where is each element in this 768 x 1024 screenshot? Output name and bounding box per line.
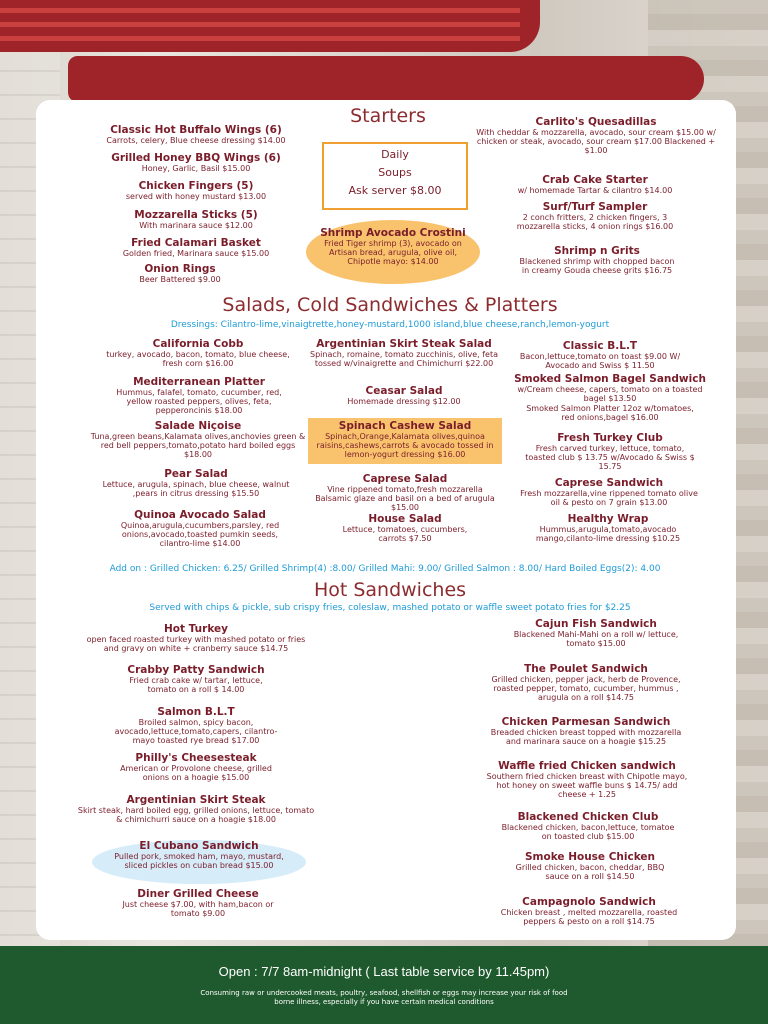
item-desc: American or Provolone cheese, grilled onions on a hoagie $15.00 [120,764,272,783]
food-safety-warning: Consuming raw or undercooked meats, poultry, seafood, shellfish or eggs may increase your risk of food borne illness, especially if you have certain medical conditions [200,989,568,1007]
menu-item [516,477,702,507]
item-name: Crabby Patty Sandwich [127,664,265,676]
salads-title: Salads, Cold Sandwiches & Platters [222,294,558,316]
item-desc: Fresh carved turkey, lettuce, tomato, toasted club $ 13.75 w/Avocado & Swiss $ 15.75 [525,444,695,472]
menu-item [520,432,700,472]
item-desc: Vine rippened tomato,fresh mozzarella Balsamic glaze and basil on a bed of arugula $15.00 [315,485,495,513]
item-desc: Hummus, falafel, tomato, cucumber, red, yellow roasted peppers, olives, feta, pepperoncinis $18.00 [116,388,282,416]
menu-item [90,180,302,201]
daily-label: Daily [381,148,409,161]
item-name: Quinoa Avocado Salad [134,509,266,521]
item-desc: Pulled pork, smoked ham, mayo, mustard, sliced pickles on cuban bread $15.00 [114,852,284,871]
ask-server-price: Ask server $8.00 [348,184,442,197]
item-name: The Poulet Sandwich [524,663,648,675]
menu-item [510,340,690,370]
item-name: Blackened Chicken Club [517,811,659,823]
item-desc: Tuna,green beans,Kalamata olives,anchovies green & red bell peppers,tomato,potato hard boiled eggs $18.00 [90,432,306,460]
item-name: Salmon B.L.T [157,706,235,718]
menu-item [110,509,290,549]
menu-item [496,896,682,926]
item-desc: Fresh mozzarella,vine rippened tomato olive oil & pesto on 7 grain $13.00 [520,489,698,508]
menu-item [505,201,685,231]
item-name: Campagnolo Sandwich [522,896,656,908]
item-desc: Skirt steak, hard boiled egg, grilled onions, lettuce, tomato & chimichurri sauce on a hoagie $18.00 [77,806,315,825]
menu-item [100,338,296,368]
item-desc: Quinoa,arugula,cucumbers,parsley, red onions,avocado,toasted pumkin seeds, cilantro-lime $14.00 [120,521,280,549]
item-name: Chicken Fingers (5) [138,180,254,192]
item-name: Surf/Turf Sampler [542,201,648,213]
item-desc: Golden fried, Marinara sauce $15.00 [122,249,270,259]
menu-item [520,513,696,543]
item-desc: Broiled salmon, spicy bacon, avocado,lettuce,tomato,capers, cilantro-mayo toasted rye bread $17.00 [114,718,278,746]
item-name: Argentinian Skirt Steak [126,794,266,806]
item-desc: Smoked Salmon Platter 12oz w/tomatoes, red onions,bagel $16.00 [526,404,694,423]
menu-item [510,851,670,881]
addon-prices: Add on : Grilled Chicken: 6.25/ Grilled Shrimp(4) :8.00/ Grilled Mahi: 9.00/ Grilled Salmon : 8.00/ Hard Boiled Eggs(2): 4.00 [109,564,661,574]
item-desc: Southern fried chicken breast with Chipotle mayo, hot honey on sweet waffle buns $ 14.75/ add cheese + 1.25 [486,772,688,800]
item-desc: With cheddar & mozzarella, avocado, sour cream $15.00 w/ chicken or steak, avocado, sour cream $17.00 Blackened + $1.00 [476,128,716,156]
item-desc: Lettuce, tomatoes, cucumbers, carrots $7.50 [342,525,468,544]
item-desc: turkey, avocado, bacon, tomato, blue cheese, fresh corn $16.00 [106,350,290,369]
menu-item [90,209,302,230]
menu-item [90,237,302,258]
item-name: Fried Calamari Basket [131,237,261,249]
item-name: Caprese Salad [362,473,448,485]
item-name: Smoked Salmon Bagel Sandwich [514,373,706,385]
item-name: Classic B.L.T [562,340,638,352]
item-desc: open faced roasted turkey with mashed potato or fries and gravy on white + cranberry sauce $14.75 [86,635,306,654]
item-name: Classic Hot Buffalo Wings (6) [110,124,282,136]
item-name: Mozzarella Sticks (5) [134,209,258,221]
item-desc: Bacon,lettuce,tomato on toast $9.00 W/ Avocado and Swiss $ 11.50 [519,352,681,371]
knife-graphic [68,56,704,102]
item-name: Healthy Wrap [567,513,649,525]
menu-item [312,473,498,513]
dressings-list: Dressings: Cilantro-lime,vinaigtrette,honey-mustard,1000 island,blue cheese,ranch,lemon-yogurt [170,320,610,330]
menu-item [486,663,686,703]
menu-item [120,888,276,918]
item-name: Carlito's Quesadillas [535,116,657,128]
menu-item [484,760,690,800]
hot-sandwiches-title: Hot Sandwiches [313,579,467,601]
menu-item [500,174,690,195]
item-name: Onion Rings [144,263,216,275]
item-desc: served with honey mustard $13.00 [125,192,267,202]
item-name: Grilled Honey BBQ Wings (6) [111,152,281,164]
item-name: Spinach Cashew Salad [338,420,472,432]
item-desc: Blackened chicken, bacon,lettuce, tomatoe on toasted club $15.00 [501,823,675,842]
menu-item [488,716,684,746]
item-name: California Cobb [152,338,244,350]
item-desc: w/ homemade Tartar & cilantro $14.00 [517,186,673,196]
menu-item [106,840,292,870]
item-desc: Beer Battered $9.00 [139,275,221,285]
menu-item [116,664,276,694]
item-desc: With marinara sauce $12.00 [139,221,253,231]
menu-item [80,623,312,653]
item-name: Shrimp Avocado Crostini [320,227,466,239]
item-name: Fresh Turkey Club [557,432,663,444]
item-name: Waffle fried Chicken sandwich [498,760,676,772]
item-desc: Carrots, celery, Blue cheese dressing $14.00 [106,136,286,146]
menu-item [306,338,502,368]
item-name: Mediterranean Platter [133,376,265,388]
menu-item [496,811,680,841]
item-name: Chicken Parmesan Sandwich [501,716,671,728]
menu-item [330,513,480,543]
footer-bar [0,946,768,1024]
item-desc: w/Cream cheese, capers, tomato on a toasted bagel $13.50 [517,385,703,404]
item-name: Cajun Fish Sandwich [535,618,657,630]
item-name: El Cubano Sandwich [139,840,259,852]
menu-item [76,794,316,824]
menu-item [312,227,474,267]
menu-item [90,263,270,284]
item-desc: Breaded chicken breast topped with mozzarella and marinara sauce on a hoagie $15.25 [490,728,682,747]
menu-item [90,152,302,173]
menu-item [326,385,482,406]
menu-item [90,124,302,145]
menu-item [90,468,302,498]
item-desc: Chicken breast , melted mozzarella, roasted peppers & pesto on a roll $14.75 [500,908,678,927]
menu-item [116,752,276,782]
opening-hours: Open : 7/7 8am-midnight ( Last table service by 11.45pm) [218,964,550,979]
item-name: Shrimp n Grits [554,245,640,257]
item-desc: Grilled chicken, bacon, cheddar, BBQ sauce on a roll $14.50 [515,863,665,882]
item-name: Crab Cake Starter [542,174,648,186]
daily-soups-box [322,142,468,210]
menu-item [506,618,686,648]
item-desc: Just cheese $7.00, with ham,bacon or tomato $9.00 [122,900,274,919]
menu-item [510,373,710,403]
item-desc: Blackened shrimp with chopped bacon in creamy Gouda cheese grits $16.75 [519,257,675,276]
menu-item [106,706,286,746]
menu-item [86,420,310,460]
item-name: Ceasar Salad [365,385,443,397]
item-name: Smoke House Chicken [525,851,655,863]
item-desc: Fried Tiger shrimp (3), avocado on Artisan bread, arugula, olive oil, Chipotle mayo: $14.00 [324,239,462,267]
item-name: Salade Niçoise [154,420,242,432]
item-name: Pear Salad [164,468,228,480]
starters-title: Starters [350,105,426,127]
item-desc: Grilled chicken, pepper jack, herb de Provence, roasted pepper, tomato, cucumber, hummus , arugula on a roll $14.75 [491,675,681,703]
menu-item [515,245,679,275]
menu-item [476,116,716,156]
soups-label: Soups [378,166,412,179]
item-name: Argentinian Skirt Steak Salad [316,338,492,350]
item-desc: Hummus,arugula,tomato,avocado mango,cilanto-lime dressing $10.25 [535,525,681,544]
item-name: House Salad [368,513,442,525]
item-desc: Spinach, romaine, tomato zucchinis, olive, feta tossed w/vinaigrette and Chimichurri $22.00 [310,350,498,369]
fork-graphic [0,0,540,52]
menu-item [520,404,700,422]
item-name: Diner Grilled Cheese [137,888,259,900]
item-desc: Honey, Garlic, Basil $15.00 [141,164,251,174]
item-name: Caprese Sandwich [554,477,664,489]
item-desc: Homemade dressing $12.00 [347,397,461,407]
item-desc: Blackened Mahi-Mahi on a roll w/ lettuce, tomato $15.00 [513,630,679,649]
item-desc: Lettuce, arugula, spinach, blue cheese, walnut ,pears in citrus dressing $15.50 [102,480,290,499]
item-desc: Spinach,Orange,Kalamata olives,quinoa raisins,cashews,carrots & avocado tossed in lemon-yogurt dressing $16.00 [316,432,494,460]
menu-item [104,376,294,416]
item-name: Hot Turkey [163,623,228,635]
item-desc: 2 conch fritters, 2 chicken fingers, 3 mozzarella sticks, 4 onion rings $16.00 [516,213,674,232]
menu-item [310,420,500,460]
item-name: Philly's Cheesesteak [135,752,257,764]
sides-note: Served with chips & pickle, sub crispy fries, coleslaw, mashed potato or waffle sweet potato fries for $2.25 [149,603,631,613]
item-desc: Fried crab cake w/ tartar, lettuce, tomato on a roll $ 14.00 [129,676,263,695]
